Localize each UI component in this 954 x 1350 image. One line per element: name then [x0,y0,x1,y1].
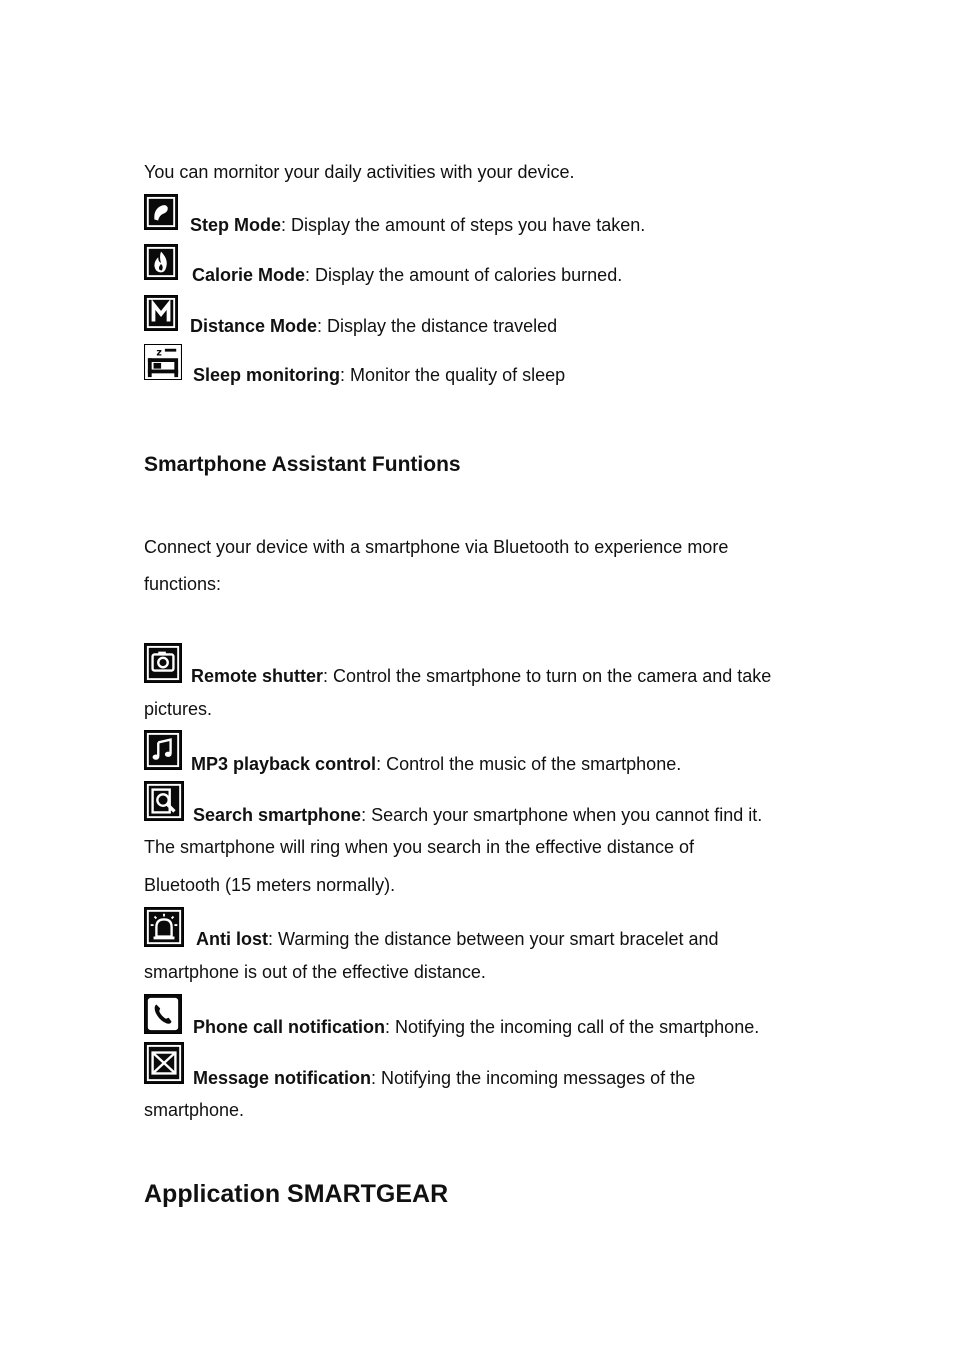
activity-item-step [190,214,645,236]
smart-item-phone-call [193,1016,759,1038]
smart-item-search [193,804,762,826]
activity-desc: : Display the amount of steps you have taken. [281,215,646,235]
smart-title: Message notification [193,1068,372,1088]
activity-desc: : Display the amount of calories burned. [305,265,623,285]
smart-title: Search smartphone [193,805,362,825]
flame-icon [144,244,178,280]
smart-item-cont: Bluetooth (15 meters normally). [144,875,396,895]
activity-desc: : Display the distance traveled [317,316,558,336]
smart-item-cont: The smartphone will ring when you search in the effective distance of [144,837,694,857]
smart-desc: : Notifying the incoming call of the smartphone. [385,1017,760,1037]
smart-item-anti-lost [196,928,719,950]
m-distance-icon [144,295,178,331]
music-note-icon [144,730,182,770]
app-heading: Application SMARTGEAR [144,1180,449,1208]
activity-item-distance [190,315,557,337]
connect-text-line2: functions: [144,574,222,594]
smart-item-mp3 [191,753,681,775]
envelope-icon [144,1042,184,1084]
phone-icon [144,994,182,1034]
intro-text: You can mornitor your daily activities with your device. [144,162,575,182]
smart-desc: : Control the smartphone to turn on the camera and take [323,666,772,686]
camera-icon [144,643,182,683]
smart-desc: : Warming the distance between your smart bracelet and [268,929,719,949]
smart-desc: : Search your smartphone when you cannot find it. [361,805,763,825]
smart-item-message [193,1067,695,1089]
smart-item-cont: smartphone. [144,1100,245,1120]
smart-desc: : Notifying the incoming messages of the [371,1068,696,1088]
svg-text:z: z [156,347,162,359]
activity-title: Distance Mode [190,316,318,336]
alarm-light-icon [144,907,184,947]
smart-title: MP3 playback control [191,754,377,774]
activity-item-sleep [193,364,565,386]
smart-title: Anti lost [196,929,268,949]
activity-title: Sleep monitoring [193,365,341,385]
activity-title: Calorie Mode [192,265,306,285]
connect-text-line1: Connect your device with a smartphone via Bluetooth to experience more [144,537,729,557]
smart-title: Remote shutter [191,666,324,686]
foot-icon [144,194,178,230]
smart-item-remote-shutter [191,665,771,687]
activity-desc: : Monitor the quality of sleep [340,365,566,385]
search-phone-icon [144,781,184,821]
smart-title: Phone call notification [193,1017,386,1037]
smart-item-cont: smartphone is out of the effective distance. [144,962,486,982]
activity-item-calorie [192,264,622,286]
section-heading: Smartphone Assistant Funtions [144,453,461,476]
bed-sleep-icon [144,344,182,380]
smart-desc: : Control the music of the smartphone. [376,754,682,774]
smart-item-cont: pictures. [144,699,213,719]
activity-title: Step Mode [190,215,282,235]
